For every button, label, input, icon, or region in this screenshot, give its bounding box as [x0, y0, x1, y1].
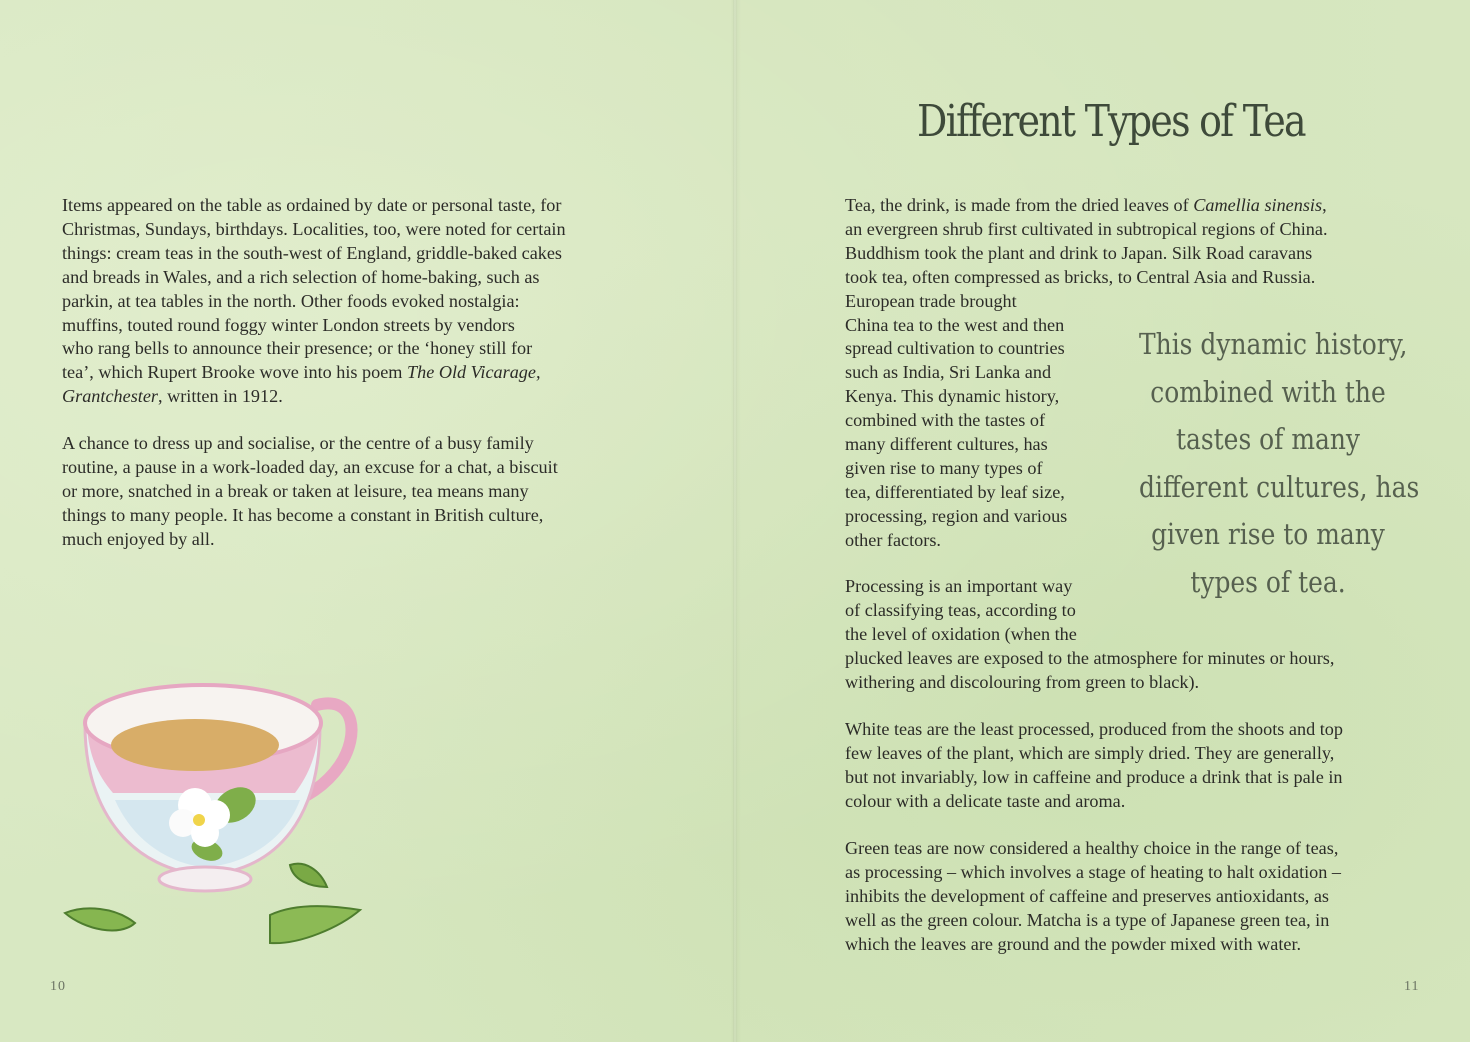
page-title: Different Types of Tea	[917, 96, 1305, 147]
right-paragraph-4: Green teas are now considered a healthy choice in the range of teas, as processing – which involves a stage of heating to halt oxidation – inhibits the development of caffeine and preserves antioxidants, as well as the green colour. Matcha is a type of Japanese green tea, in which the leaves are ground and the powder mixed with water.	[845, 838, 1342, 954]
pull-quote: This dynamic history, combined with the tastes of many different cultures, has given rise to many types of tea.	[1139, 327, 1420, 599]
teacup-illustration	[55, 665, 385, 955]
book-gutter	[733, 0, 737, 1042]
page-number-right: 11	[1404, 979, 1420, 994]
right-paragraph-3: White teas are the least processed, produced from the shoots and top few leaves of the plant, which are simply dried. They are generally, but not invariably, low in caffeine and produce a drink that is pale in colour with a delicate taste and aroma.	[845, 719, 1343, 811]
species-name: Camellia sinensis	[1193, 195, 1323, 215]
right-paragraph-1: Tea, the drink, is made from the dried leaves of Camellia sinensis, an evergreen shrub first cultivated in subtropical regions of China. Buddhism took the plant and drink to Japan. Silk Road caravans took tea, often compressed as bricks, to Central Asia and Russia. European trade brought China tea to the west and then spread cultivation to countries such as India, Sri Lanka and Kenya. This dynamic history, combined with the tastes of many different cultures, has given rise to many types of tea, differentiated by leaf size, processing, region and various other factors.	[845, 195, 1328, 550]
page-number-left: 10	[50, 979, 66, 994]
tea-surface	[111, 719, 279, 771]
poem-title-cont: Grantchester	[62, 386, 158, 407]
cup-foot	[159, 867, 251, 891]
right-paragraph-2: Processing is an important way of classifying teas, according to the level of oxidation (when the plucked leaves are exposed to the atmosphere for minutes or hours, withering and discolouring from green to black).	[845, 576, 1335, 692]
leaf-icon	[290, 864, 327, 887]
leaf-icon	[65, 908, 135, 930]
left-paragraph-2: A chance to dress up and socialise, or the centre of a busy family routine, a pause in a work-loaded day, an excuse for a chat, a biscuit or more, snatched in a break or taken at leisure, tea means many things to many people. It has become a constant in British culture, much enjoyed by all.	[62, 433, 558, 549]
poem-title: The Old Vicarage,	[407, 362, 541, 383]
leaf-icon	[270, 906, 360, 943]
left-paragraph-1: Items appeared on the table as ordained by date or personal taste, for Christmas, Sundays, birthdays. Localities, too, were noted for certain things: cream teas in the south-west of England, griddle-baked cakes and breads in Wales, and a rich selection of home-baking, such as parkin, at tea tables in the north. Other foods evoked nostalgia: muffins, touted round foggy winter London streets by vendors who rang bells to announce their presence; or the ‘honey still for tea’, which Rupert Brooke wove into his poem The Old Vicarage, Grantchester, written in 1912.	[62, 195, 566, 407]
